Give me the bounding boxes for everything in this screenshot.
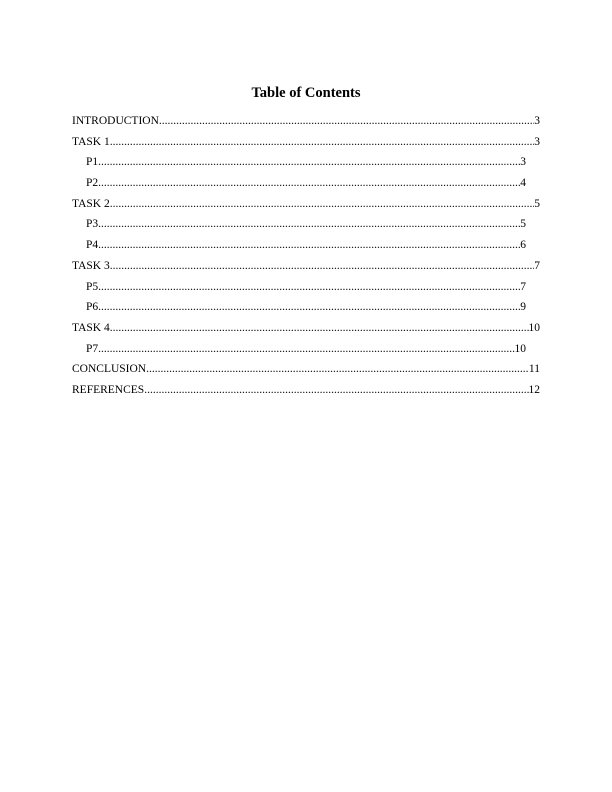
toc-dot-leader [110,258,535,274]
toc-entry-label: TASK 4 [72,321,110,334]
toc-entry-p5[interactable] [72,279,526,300]
toc-entry-task-2[interactable] [72,196,540,217]
toc-dot-leader [110,196,535,212]
toc-entry-label: P2 [86,177,99,190]
toc-page-number: 6 [520,239,526,252]
toc-entry-label: TASK 2 [72,197,110,210]
toc-dot-leader [98,341,514,357]
toc-dot-leader [159,113,534,129]
toc-dot-leader [110,320,529,336]
toc-entry-introduction[interactable] [72,113,540,134]
toc-entry-label: P6 [86,301,99,314]
toc-dot-leader [98,216,520,232]
toc-page-number: 5 [534,197,540,210]
toc-entry-label: INTRODUCTION [72,115,159,127]
toc-page-number: 12 [528,383,540,396]
toc-entry-task-3[interactable] [72,258,540,279]
toc-entry-label: P7 [86,342,99,355]
toc-page-number: 3 [534,115,540,127]
toc-page-number: 3 [534,135,540,148]
toc-entry-label: P1 [86,156,99,169]
toc-entry-label: P4 [86,239,99,252]
toc-entry-p6[interactable] [72,299,526,320]
toc-entry-label: CONCLUSION [72,363,147,376]
toc-entry-references[interactable] [72,382,540,403]
toc-entry-p2[interactable] [72,175,526,196]
toc-page-number: 5 [520,218,526,231]
toc-entry-conclusion[interactable] [72,361,540,382]
toc-dot-leader [98,175,520,191]
toc-dot-leader [98,237,520,253]
toc-entry-p4[interactable] [72,237,526,258]
toc-page-number: 10 [528,321,540,334]
toc-entry-label: P5 [86,280,99,293]
toc-dot-leader [98,299,520,315]
toc-entry-label: TASK 1 [72,135,110,148]
toc-page-number: 7 [534,259,540,272]
toc-entry-p7[interactable] [72,341,526,362]
toc-page-number: 11 [528,363,540,376]
toc-title: Table of Contents [251,85,361,101]
toc-page-number: 9 [520,301,526,314]
toc-page-number: 3 [520,156,526,169]
toc-dot-leader [144,382,528,398]
toc-dot-leader [98,279,520,295]
toc-dot-leader [110,134,535,150]
toc-entry-label: P3 [86,218,99,231]
toc-page-number: 10 [514,342,526,355]
toc-list [72,113,612,403]
toc-page-number: 4 [520,177,526,190]
toc-dot-leader [146,361,529,377]
toc-entry-task-4[interactable] [72,320,540,341]
toc-entry-p1[interactable] [72,154,526,175]
toc-entry-p3[interactable] [72,216,526,237]
toc-entry-label: REFERENCES [72,383,145,396]
toc-entry-label: TASK 3 [72,259,110,272]
toc-dot-leader [98,154,520,170]
toc-page-number: 7 [520,280,526,293]
toc-entry-task-1[interactable] [72,134,540,155]
